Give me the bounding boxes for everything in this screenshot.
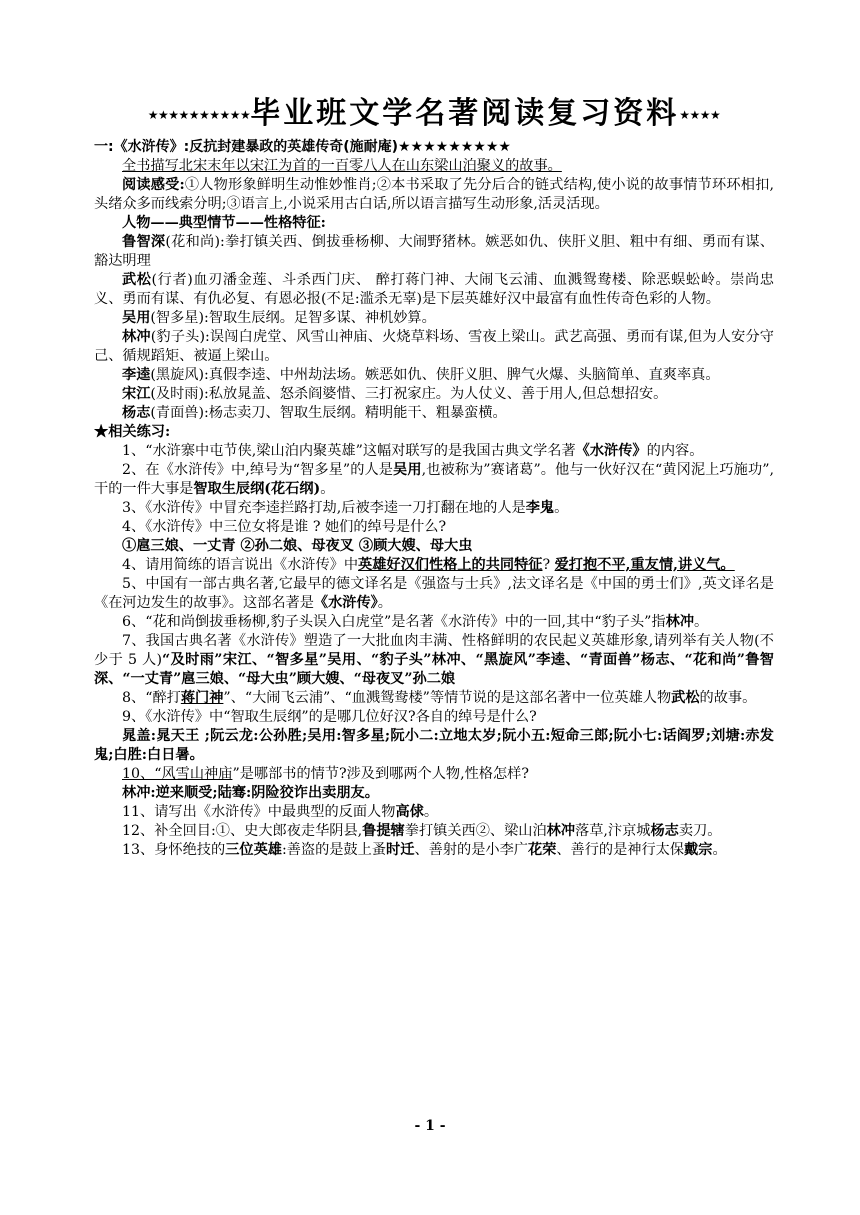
question-text: 落草,汴京城 [575,823,651,839]
question-text: 的故事。 [699,690,757,706]
answer-text: 吴用 [393,462,422,478]
answer-text: 林冲 [546,823,576,839]
question-text: 7、我国古典名著《水浒传》塑造了一大批血肉丰满、性格鲜明的农民起义英雄形象,请列举有关人物(不少于 5 人) [94,633,774,668]
title-text: 毕业班文学名著阅读复习资料 [250,96,680,131]
answer-text: 林冲 [665,614,695,630]
answer-text: 三位英雄 [225,842,282,858]
character-description: (花和尚):拳打镇关西、倒拔垂杨柳、大闹野猪林。嫉恶如仇、侠肝义胆、粗中有细、勇而有谋、豁达明理 [94,234,774,269]
character-name: 鲁智深 [122,234,166,250]
question-3 [94,499,774,518]
answer-text: 花荣 [527,842,557,858]
character-description: (行者)血刃潘金莲、斗杀西门庆、 醉打蒋门神、大闹飞云浦、血溅鸳鸯楼、除恶蜈蚣岭。崇尚忠义、勇而有谋、有仇必复、有恩必报(不足:滥杀无辜)是下层英雄好汉中最富有血性传奇色彩的人物。 [94,272,774,307]
answer-text: 时迁 [386,842,415,858]
answer-text: 蒋门神 [180,690,224,706]
answer-text: 爱打抱不平,重友情,讲义气。 [554,557,735,573]
question-11 [94,803,774,822]
character-description: (黑旋风):真假李逵、中州劫法场。嫉恶如仇、侠肝义胆、脾气火爆、头脑简单、直爽率真。 [150,367,720,383]
question-text: 12、补全回目:①、史大郎夜走华阴县, [122,823,363,839]
characters-heading: 人物——典型情节——性格特征: [122,215,326,231]
answer-9: 晁盖:晁天王 ;阮云龙:公孙胜;吴用:智多星;阮小二:立地太岁;阮小五:短命三郎;阮小七:话阎罗;刘塘:赤发鬼;白胜:白日暑。 [94,728,774,763]
answer-4: ①扈三娘、一丈青 ②孙二娘、母夜叉 ③顾大嫂、母大虫 [122,538,473,554]
character-description: (及时雨):私放晁盖、怒杀阎婆惜、三打祝家庄。为人仗义、善于用人,但总想招安。 [150,386,668,402]
question-text: 。 [554,500,569,516]
question-text: 10、“风雪山神庙 [122,766,233,782]
question-text: 的内容。 [646,443,704,459]
question-10 [94,765,774,784]
question-text: 4、请用简练的语言说出《水浒传》中 [122,557,359,573]
character-description: (青面兽):杨志卖刀、智取生辰纲。精明能干、粗暴蛮横。 [150,405,507,421]
answer-text: 智取生辰纲(花石纲) [193,481,321,497]
question-text: 。 [423,804,439,820]
character-name: 李逵 [122,367,151,383]
answer-text: 李鬼 [525,500,555,516]
question-13 [94,841,774,860]
question-text: 。 [694,614,709,630]
character-entry [94,309,774,328]
question-text: 拳打镇关西②、梁山泊 [404,823,547,839]
question-text: ”是哪部书的情节?涉及到哪两个人物,性格怎样? [232,766,529,782]
question-text: 3、《水浒传》中冒充李逵拦路打劫,后被李逵一刀打翻在地的人是 [122,500,526,516]
title-stars-right: ★★★★ [679,108,721,122]
character-name: 武松 [122,272,152,288]
character-entry [94,271,774,309]
question-text: 8、“醉打 [122,690,181,706]
question-text: :善盗的是鼓上蚤 [281,842,387,858]
question-text: 2、在《水浒传》中,绰号为“智多星”的人是 [122,462,394,478]
character-description: (豹子头):误闯白虎堂、风雪山神庙、火烧草料场、雪夜上梁山。武艺高强、勇而有谋,但为人安分守己、循规蹈矩、被逼上梁山。 [94,329,774,364]
question-text: ,也被称为”赛诸葛”。他与一伙好汉在“黄冈泥上巧施功”,干的一件大事是 [94,462,774,497]
question-text: 、善射的是小李广 [414,842,528,858]
reading-feeling-text: ①人物形象鲜明生动惟妙惟肖;②本书采取了先分后合的链式结构,使小说的故事情节环环相扣,头绪众多而线索分明;③语言上,小说采用古白话,所以语言描写生动形象,活灵活现。 [94,177,774,212]
question-text: 卖刀。 [678,823,722,839]
question-2 [94,461,774,499]
question-12 [94,822,774,841]
reading-feeling-label: 阅读感受: [122,177,185,193]
question-text: 5、中国有一部古典名著,它最早的德文译名是《强盗与士兵》,法文译名是《中国的勇士们》,英文译名是《在河边发生的故事》。这部名著是 [94,576,774,611]
underlined-keyword: 英雄好汉们性格上的共同特征 [358,557,543,573]
question-text: 。 [377,595,392,611]
answer-text: 鲁提辖 [362,823,405,839]
question-text: 。 [320,481,335,497]
answer-text: 《水浒传》 [575,443,647,459]
answer-text: 武松 [671,690,700,706]
character-entry [94,366,774,385]
character-entry [94,233,774,271]
question-4: 4、《水浒传》中三位女将是谁 ? 她们的绰号是什么? [122,519,447,535]
question-6 [94,613,774,632]
section-heading: 一:《水浒传》:反抗封建暴政的英雄传奇(施耐庵)★★★★★★★★★ [94,139,511,155]
character-entry [94,404,774,423]
book-intro: 全书描写北宋末年以宋江为首的一百零八人在山东梁山泊聚义的故事。 [122,158,562,174]
character-name: 林冲 [122,329,151,345]
reading-feeling [94,176,774,214]
question-text: 、善行的是神行太保 [556,842,685,858]
answer-text: 高俅 [395,804,424,820]
question-1 [94,442,774,461]
character-description: (智多星):智取生辰纲。足智多谋、神机妙算。 [150,310,436,326]
character-name: 吴用 [122,310,151,326]
document-page [94,92,774,860]
question-text: ? [542,557,555,573]
page-number: - 1 - [414,1118,446,1134]
character-entry [94,385,774,404]
question-7 [94,632,774,689]
character-name: 宋江 [122,386,151,402]
question-text: ”、“大闹飞云浦”、“血溅鸳鸯楼”等情节说的是这部名著中一位英雄人物 [223,690,672,706]
question-text: 。 [712,842,727,858]
question-9: 9、《水浒传》中“智取生辰纲”的是哪几位好汉?各自的绰号是什么? [122,709,537,725]
answer-text: 戴宗 [684,842,713,858]
document-body [94,138,774,860]
practice-heading: ★相关练习: [94,424,171,440]
answer-10: 林冲:逆来顺受;陆骞:阴险狡诈出卖朋友。 [122,785,379,801]
document-title [94,92,774,138]
answer-text: 《水浒传》 [313,595,378,611]
title-stars-left: ★★★★★★★★★★ [147,108,251,122]
answer-text: 杨志 [650,823,679,839]
character-name: 杨志 [122,405,151,421]
question-4b [94,556,774,575]
question-text: 6、“花和尚倒拔垂杨柳,豹子头误入白虎堂”是名著《水浒传》中的一回,其中“豹子头”指 [122,614,666,630]
question-5 [94,575,774,613]
character-entry [94,328,774,366]
question-8 [94,689,774,708]
question-text: 1、“水浒寨中屯节侠,梁山泊内聚英雄”这幅对联写的是我国古典文学名著 [122,443,576,459]
question-text: 13、身怀绝技的 [122,842,226,858]
question-text: 11、请写出《水浒传》中最典型的反面人物 [122,804,396,820]
answer-text: “及时雨”宋江、“智多星”吴用、“豹子头”林冲、“黑旋风”李逵、“青面兽”杨志、“花和尚”鲁智深、“一丈青”扈三娘、“母大虫”顾大嫂、“母夜叉”孙二娘 [94,652,774,687]
